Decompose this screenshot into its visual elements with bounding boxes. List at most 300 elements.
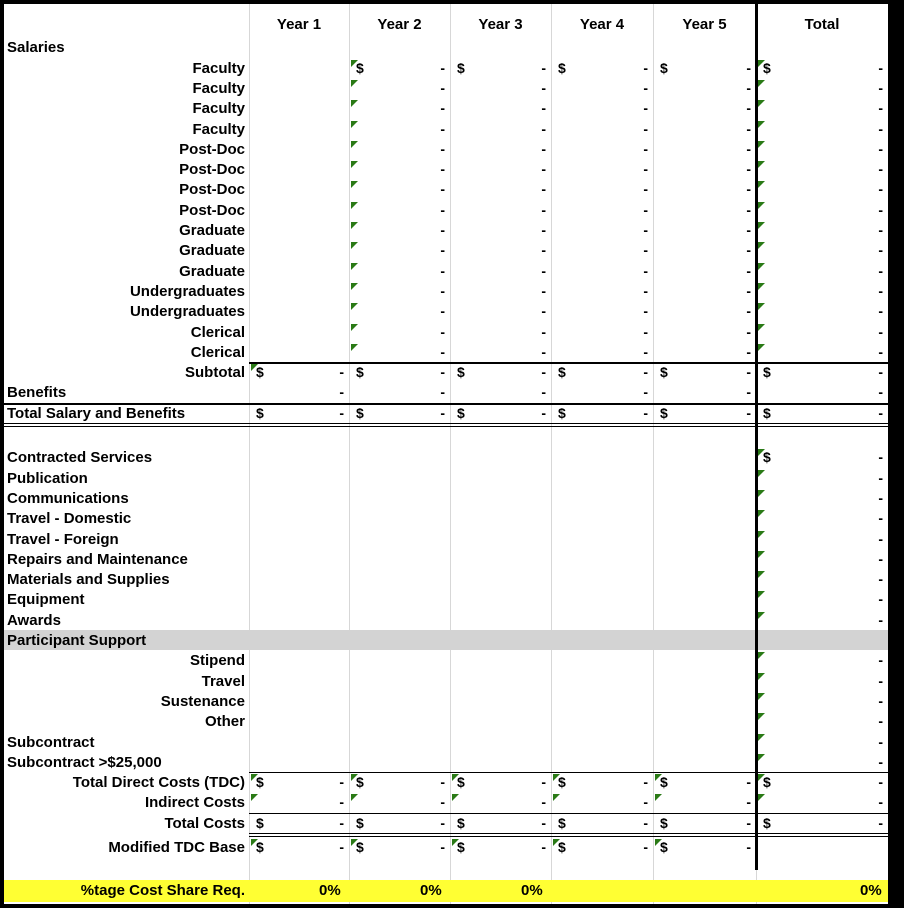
row-label-subtotal: Subtotal xyxy=(185,364,245,382)
row-label-participant: Other xyxy=(204,713,245,731)
budget-cell[interactable] xyxy=(654,159,755,178)
budget-cell[interactable] xyxy=(350,691,449,710)
budget-cell[interactable] xyxy=(757,200,887,219)
zero-value: - xyxy=(746,79,751,96)
currency-symbol: $ xyxy=(558,774,566,791)
budget-cell[interactable] xyxy=(451,281,550,300)
budget-cell[interactable] xyxy=(350,468,449,487)
budget-cell[interactable] xyxy=(451,220,550,239)
currency-symbol: $ xyxy=(457,59,465,76)
zero-value: - xyxy=(643,201,648,218)
budget-cell[interactable] xyxy=(350,732,449,751)
zero-value: - xyxy=(440,100,445,117)
budget-cell[interactable] xyxy=(757,752,887,771)
budget-cell[interactable] xyxy=(757,220,887,239)
budget-cell[interactable] xyxy=(757,732,887,751)
budget-cell[interactable] xyxy=(654,569,755,588)
budget-cell[interactable] xyxy=(654,447,755,466)
budget-cell[interactable] xyxy=(654,711,755,730)
budget-cell[interactable] xyxy=(552,447,652,466)
budget-cell[interactable] xyxy=(250,159,348,178)
budget-cell[interactable] xyxy=(250,508,348,527)
budget-cell[interactable] xyxy=(350,447,449,466)
budget-cell[interactable] xyxy=(250,589,348,608)
budget-cell[interactable] xyxy=(250,549,348,568)
budget-cell[interactable] xyxy=(250,752,348,771)
row-label-salary: Post-Doc xyxy=(179,161,245,179)
budget-cell[interactable] xyxy=(250,240,348,259)
budget-cell[interactable] xyxy=(451,589,550,608)
budget-cell[interactable] xyxy=(552,159,652,178)
row-label-salary: Post-Doc xyxy=(179,140,245,158)
budget-cell[interactable] xyxy=(250,139,348,158)
zero-value: - xyxy=(440,161,445,178)
currency-symbol: $ xyxy=(356,59,364,76)
budget-cell[interactable] xyxy=(552,342,652,361)
budget-cell[interactable] xyxy=(552,549,652,568)
budget-cell[interactable] xyxy=(654,58,755,77)
budget-cell[interactable] xyxy=(350,529,449,548)
budget-cell[interactable] xyxy=(350,58,449,77)
zero-value: - xyxy=(339,384,344,401)
cost-share-value[interactable]: 0% xyxy=(420,882,442,899)
zero-value: - xyxy=(541,343,546,360)
budget-cell[interactable] xyxy=(757,342,887,361)
currency-symbol: $ xyxy=(256,404,264,421)
budget-cell[interactable] xyxy=(451,508,550,527)
budget-cell[interactable] xyxy=(654,508,755,527)
budget-cell[interactable] xyxy=(757,159,887,178)
zero-value: - xyxy=(440,201,445,218)
budget-cell[interactable] xyxy=(552,610,652,629)
zero-value: - xyxy=(878,672,883,689)
zero-value: - xyxy=(878,100,883,117)
budget-cell[interactable] xyxy=(757,691,887,710)
budget-cell[interactable] xyxy=(654,691,755,710)
budget-cell[interactable] xyxy=(250,200,348,219)
budget-cell[interactable] xyxy=(757,119,887,138)
budget-cell[interactable] xyxy=(757,549,887,568)
budget-cell[interactable] xyxy=(552,98,652,117)
budget-cell[interactable] xyxy=(250,78,348,97)
budget-cell[interactable] xyxy=(757,58,887,77)
budget-cell[interactable] xyxy=(654,610,755,629)
budget-cell[interactable] xyxy=(757,569,887,588)
zero-value: - xyxy=(878,530,883,547)
zero-value: - xyxy=(440,120,445,137)
budget-cell[interactable] xyxy=(757,711,887,730)
budget-cell[interactable] xyxy=(250,691,348,710)
zero-value: - xyxy=(440,262,445,279)
budget-cell[interactable] xyxy=(552,220,652,239)
budget-cell[interactable] xyxy=(250,732,348,751)
currency-symbol: $ xyxy=(256,839,264,856)
budget-cell[interactable] xyxy=(757,240,887,259)
budget-cell[interactable] xyxy=(451,488,550,507)
zero-value: - xyxy=(878,774,883,791)
row-label-salary: Faculty xyxy=(192,120,245,138)
budget-cell[interactable] xyxy=(757,301,887,320)
budget-cell[interactable] xyxy=(654,732,755,751)
budget-cell[interactable] xyxy=(350,200,449,219)
zero-value: - xyxy=(746,774,751,791)
budget-cell[interactable] xyxy=(552,508,652,527)
budget-cell[interactable] xyxy=(552,322,652,341)
budget-cell[interactable] xyxy=(350,119,449,138)
budget-cell[interactable] xyxy=(350,281,449,300)
budget-cell[interactable] xyxy=(451,549,550,568)
formula-flag-icon xyxy=(452,794,459,801)
budget-cell[interactable] xyxy=(757,78,887,97)
budget-cell[interactable] xyxy=(552,529,652,548)
budget-cell[interactable] xyxy=(654,342,755,361)
budget-cell[interactable] xyxy=(654,200,755,219)
row-border xyxy=(249,833,888,834)
row-label-expense: Equipment xyxy=(7,591,85,609)
budget-cell[interactable] xyxy=(757,261,887,280)
budget-cell[interactable] xyxy=(451,610,550,629)
budget-cell[interactable] xyxy=(451,119,550,138)
budget-cell[interactable] xyxy=(654,261,755,280)
zero-value: - xyxy=(440,222,445,238)
budget-cell[interactable] xyxy=(654,488,755,507)
row-label-salary: Clerical xyxy=(190,323,245,341)
budget-cell[interactable] xyxy=(654,98,755,117)
budget-cell[interactable] xyxy=(654,322,755,341)
zero-value: - xyxy=(541,303,546,320)
budget-cell[interactable] xyxy=(451,159,550,178)
currency-symbol: $ xyxy=(660,59,668,76)
budget-cell[interactable] xyxy=(654,119,755,138)
row-label-total-costs: Total Costs xyxy=(164,814,245,832)
row-label-subcontract: Subcontract >$25,000 xyxy=(7,753,162,771)
budget-cell[interactable] xyxy=(350,610,449,629)
zero-value: - xyxy=(878,510,883,527)
row-border xyxy=(249,813,888,814)
zero-value: - xyxy=(878,343,883,360)
zero-value: - xyxy=(541,384,546,401)
budget-cell[interactable] xyxy=(757,447,887,466)
budget-cell[interactable] xyxy=(654,650,755,669)
budget-cell[interactable] xyxy=(350,650,449,669)
budget-cell[interactable] xyxy=(250,650,348,669)
budget-cell[interactable] xyxy=(757,671,887,690)
budget-cell[interactable] xyxy=(451,342,550,361)
budget-cell[interactable] xyxy=(757,281,887,300)
budget-cell[interactable] xyxy=(350,508,449,527)
budget-cell[interactable] xyxy=(552,650,652,669)
budget-cell[interactable] xyxy=(350,589,449,608)
budget-cell[interactable] xyxy=(552,691,652,710)
budget-cell[interactable] xyxy=(654,529,755,548)
budget-cell[interactable] xyxy=(552,281,652,300)
budget-cell[interactable] xyxy=(654,139,755,158)
cost-share-total[interactable]: 0% xyxy=(860,882,882,899)
budget-cell[interactable] xyxy=(654,78,755,97)
budget-cell[interactable] xyxy=(451,261,550,280)
budget-cell[interactable] xyxy=(250,342,348,361)
budget-cell[interactable] xyxy=(552,139,652,158)
zero-value: - xyxy=(643,140,648,157)
budget-cell[interactable] xyxy=(654,301,755,320)
total-column-border xyxy=(755,630,758,650)
budget-cell[interactable] xyxy=(552,119,652,138)
budget-cell[interactable] xyxy=(654,220,755,239)
budget-cell[interactable] xyxy=(654,281,755,300)
budget-cell[interactable] xyxy=(757,650,887,669)
zero-value: - xyxy=(746,282,751,299)
zero-value: - xyxy=(878,303,883,320)
budget-cell[interactable] xyxy=(250,711,348,730)
budget-cell[interactable] xyxy=(552,200,652,219)
zero-value: - xyxy=(541,282,546,299)
row-label-expense: Travel - Foreign xyxy=(7,530,119,548)
zero-value: - xyxy=(440,794,445,811)
budget-cell[interactable] xyxy=(350,322,449,341)
budget-cell[interactable] xyxy=(451,179,550,198)
budget-cell[interactable] xyxy=(757,468,887,487)
zero-value: - xyxy=(878,550,883,567)
budget-cell[interactable] xyxy=(552,468,652,487)
zero-value: - xyxy=(643,222,648,238)
budget-cell[interactable] xyxy=(757,322,887,341)
zero-value: - xyxy=(643,303,648,320)
row-label-participant: Stipend xyxy=(190,652,245,670)
budget-cell[interactable] xyxy=(451,468,550,487)
budget-cell[interactable] xyxy=(250,281,348,300)
currency-symbol: $ xyxy=(558,814,566,831)
budget-cell[interactable] xyxy=(451,301,550,320)
zero-value: - xyxy=(746,384,751,401)
budget-cell[interactable] xyxy=(350,569,449,588)
zero-value: - xyxy=(746,323,751,340)
column-header-2: Year 2 xyxy=(377,16,422,33)
budget-cell[interactable] xyxy=(552,711,652,730)
budget-cell[interactable] xyxy=(451,200,550,219)
zero-value: - xyxy=(878,181,883,198)
currency-symbol: $ xyxy=(457,364,465,381)
zero-value: - xyxy=(746,161,751,178)
budget-cell[interactable] xyxy=(250,671,348,690)
zero-value: - xyxy=(643,774,648,791)
row-label-expense: Contracted Services xyxy=(7,449,153,467)
budget-cell[interactable] xyxy=(552,589,652,608)
budget-cell[interactable] xyxy=(350,752,449,771)
column-header-6: Total xyxy=(804,16,840,33)
budget-cell[interactable] xyxy=(757,529,887,548)
budget-cell[interactable] xyxy=(451,98,550,117)
zero-value: - xyxy=(878,449,883,466)
zero-value: - xyxy=(541,120,546,137)
budget-cell[interactable] xyxy=(350,301,449,320)
budget-cell[interactable] xyxy=(350,220,449,239)
zero-value: - xyxy=(878,469,883,486)
row-border xyxy=(249,772,888,773)
budget-cell[interactable] xyxy=(552,488,652,507)
zero-value: - xyxy=(878,364,883,381)
budget-cell[interactable] xyxy=(451,58,550,77)
budget-cell[interactable] xyxy=(757,610,887,629)
budget-cell[interactable] xyxy=(552,179,652,198)
zero-value: - xyxy=(440,839,445,856)
currency-symbol: $ xyxy=(256,364,264,381)
budget-cell[interactable] xyxy=(250,322,348,341)
budget-cell[interactable] xyxy=(250,58,348,77)
budget-cell[interactable] xyxy=(552,261,652,280)
zero-value: - xyxy=(878,282,883,299)
budget-cell[interactable] xyxy=(451,691,550,710)
budget-cell[interactable] xyxy=(350,159,449,178)
zero-value: - xyxy=(440,364,445,381)
zero-value: - xyxy=(746,404,751,421)
row-label-expense: Materials and Supplies xyxy=(7,571,170,589)
formula-flag-icon xyxy=(351,794,358,801)
zero-value: - xyxy=(643,384,648,401)
cost-share-value[interactable]: 0% xyxy=(319,882,341,899)
budget-cell[interactable] xyxy=(654,589,755,608)
budget-cell[interactable] xyxy=(350,549,449,568)
budget-cell[interactable] xyxy=(451,78,550,97)
budget-cell[interactable] xyxy=(757,179,887,198)
currency-symbol: $ xyxy=(660,839,668,856)
zero-value: - xyxy=(746,222,751,238)
budget-cell[interactable] xyxy=(757,98,887,117)
budget-cell[interactable] xyxy=(552,301,652,320)
zero-value: - xyxy=(878,571,883,588)
budget-cell[interactable] xyxy=(654,468,755,487)
formula-flag-icon xyxy=(553,794,560,801)
zero-value: - xyxy=(643,404,648,421)
budget-cell[interactable] xyxy=(250,301,348,320)
currency-symbol: $ xyxy=(558,364,566,381)
budget-cell[interactable] xyxy=(757,488,887,507)
budget-cell[interactable] xyxy=(250,529,348,548)
currency-symbol: $ xyxy=(660,364,668,381)
budget-cell[interactable] xyxy=(654,179,755,198)
budget-cell[interactable] xyxy=(654,240,755,259)
budget-cell[interactable] xyxy=(250,468,348,487)
budget-cell[interactable] xyxy=(552,58,652,77)
budget-cell[interactable] xyxy=(350,488,449,507)
budget-cell[interactable] xyxy=(451,671,550,690)
budget-cell[interactable] xyxy=(451,322,550,341)
cost-share-value[interactable]: 0% xyxy=(521,882,543,899)
budget-cell[interactable] xyxy=(451,529,550,548)
budget-cell[interactable] xyxy=(350,78,449,97)
zero-value: - xyxy=(643,120,648,137)
zero-value: - xyxy=(878,794,883,811)
budget-cell[interactable] xyxy=(757,139,887,158)
currency-symbol: $ xyxy=(558,59,566,76)
budget-cell[interactable] xyxy=(250,119,348,138)
currency-symbol: $ xyxy=(356,774,364,791)
zero-value: - xyxy=(440,774,445,791)
budget-cell[interactable] xyxy=(757,508,887,527)
budget-cell[interactable] xyxy=(350,98,449,117)
budget-cell[interactable] xyxy=(552,671,652,690)
budget-cell[interactable] xyxy=(250,488,348,507)
row-label-participant: Sustenance xyxy=(160,692,245,710)
row-label-salary: Post-Doc xyxy=(179,181,245,199)
budget-cell[interactable] xyxy=(250,261,348,280)
budget-cell[interactable] xyxy=(451,569,550,588)
budget-cell[interactable] xyxy=(451,139,550,158)
budget-cell[interactable] xyxy=(250,179,348,198)
budget-cell[interactable] xyxy=(350,342,449,361)
zero-value: - xyxy=(746,181,751,198)
budget-cell[interactable] xyxy=(350,711,449,730)
currency-symbol: $ xyxy=(356,814,364,831)
budget-cell[interactable] xyxy=(451,447,550,466)
budget-cell[interactable] xyxy=(350,240,449,259)
budget-cell[interactable] xyxy=(654,549,755,568)
zero-value: - xyxy=(746,59,751,76)
budget-cell[interactable] xyxy=(350,261,449,280)
currency-symbol: $ xyxy=(763,774,771,791)
zero-value: - xyxy=(440,59,445,76)
zero-value: - xyxy=(541,79,546,96)
zero-value: - xyxy=(541,364,546,381)
zero-value: - xyxy=(746,303,751,320)
budget-cell[interactable] xyxy=(451,711,550,730)
budget-cell[interactable] xyxy=(250,220,348,239)
row-label-salary: Undergraduates xyxy=(129,282,245,300)
zero-value: - xyxy=(440,140,445,157)
currency-symbol: $ xyxy=(256,814,264,831)
zero-value: - xyxy=(878,161,883,178)
budget-cell[interactable] xyxy=(451,240,550,259)
row-border xyxy=(249,362,888,364)
budget-cell[interactable] xyxy=(350,179,449,198)
zero-value: - xyxy=(339,794,344,811)
budget-cell[interactable] xyxy=(552,732,652,751)
budget-cell[interactable] xyxy=(552,240,652,259)
zero-value: - xyxy=(643,364,648,381)
budget-cell[interactable] xyxy=(250,610,348,629)
budget-cell[interactable] xyxy=(250,98,348,117)
budget-cell[interactable] xyxy=(451,650,550,669)
currency-symbol: $ xyxy=(457,404,465,421)
budget-cell[interactable] xyxy=(250,447,348,466)
budget-cell[interactable] xyxy=(451,732,550,751)
zero-value: - xyxy=(643,282,648,299)
row-label-salary: Post-Doc xyxy=(179,201,245,219)
budget-cell[interactable] xyxy=(350,139,449,158)
budget-cell[interactable] xyxy=(552,78,652,97)
zero-value: - xyxy=(339,814,344,831)
zero-value: - xyxy=(878,140,883,157)
zero-value: - xyxy=(440,181,445,198)
budget-cell[interactable] xyxy=(451,752,550,771)
zero-value: - xyxy=(541,262,546,279)
row-label-salary: Faculty xyxy=(192,100,245,118)
zero-value: - xyxy=(440,343,445,360)
budget-cell[interactable] xyxy=(552,752,652,771)
budget-cell[interactable] xyxy=(654,671,755,690)
row-border xyxy=(4,426,888,427)
budget-cell[interactable] xyxy=(757,589,887,608)
budget-cell[interactable] xyxy=(350,671,449,690)
zero-value: - xyxy=(878,323,883,340)
budget-cell[interactable] xyxy=(250,569,348,588)
zero-value: - xyxy=(878,733,883,750)
currency-symbol: $ xyxy=(457,839,465,856)
budget-cell[interactable] xyxy=(654,752,755,771)
zero-value: - xyxy=(746,262,751,279)
row-label-expense: Publication xyxy=(7,469,88,487)
budget-cell[interactable] xyxy=(552,569,652,588)
zero-value: - xyxy=(339,364,344,381)
